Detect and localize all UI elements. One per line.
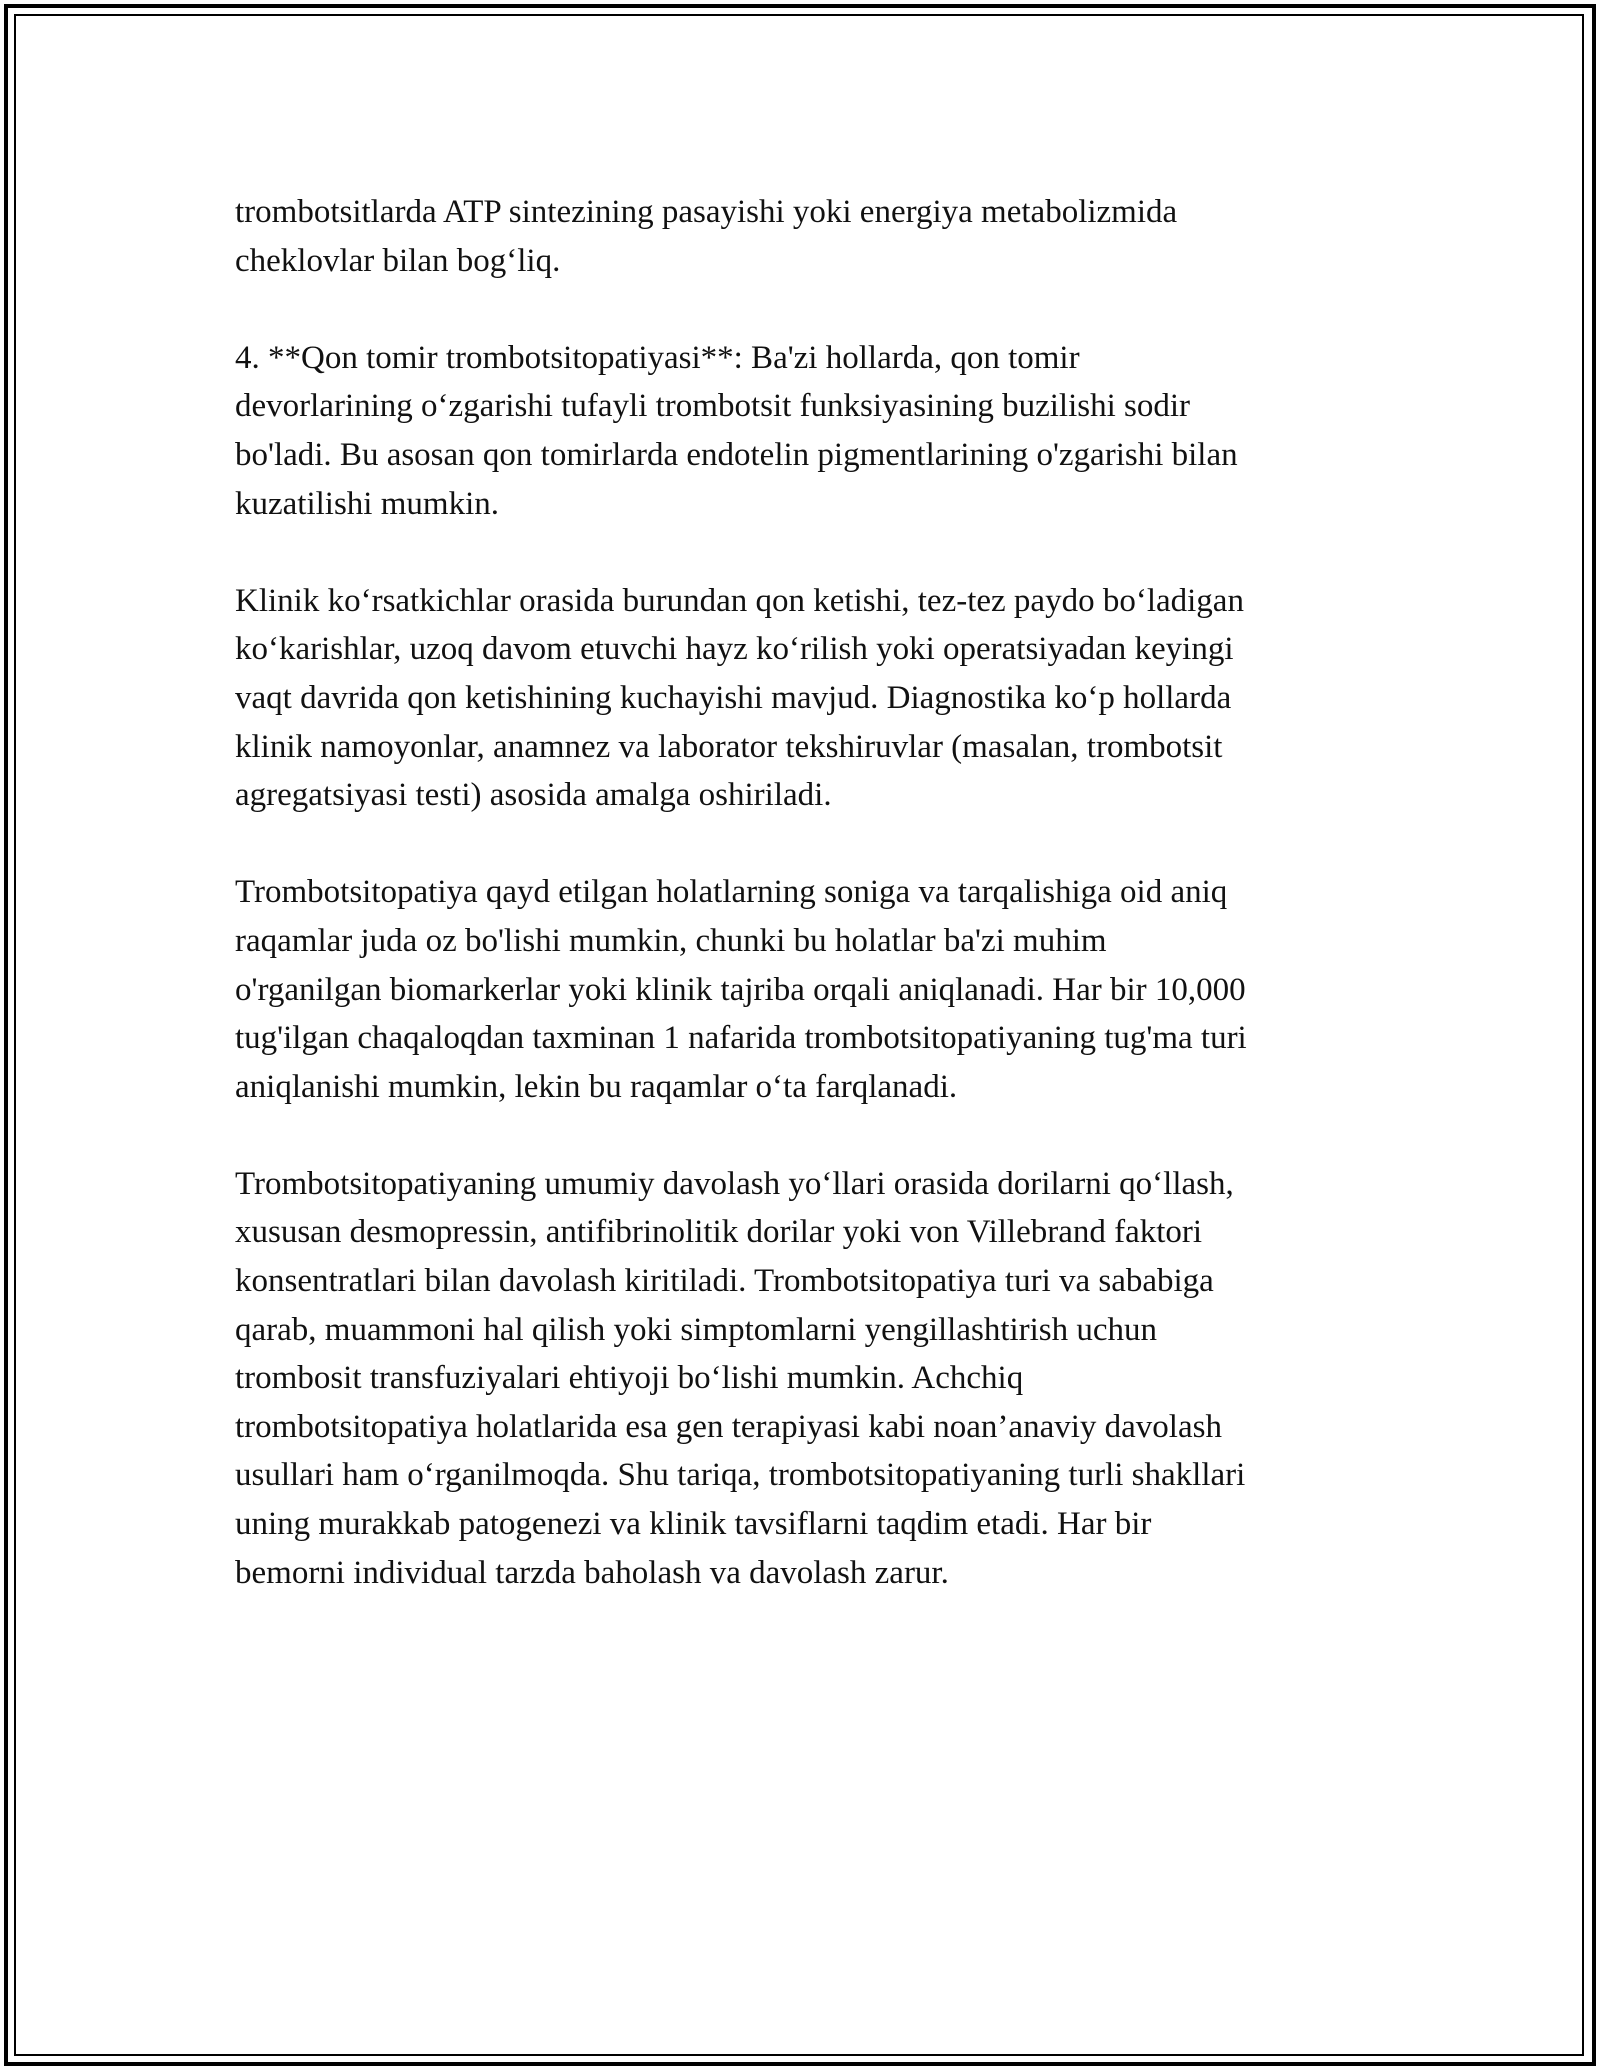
paragraph-clinical-signs: Klinik ko‘rsatkichlar orasida burundan qon ketishi, tez-tez paydo bo‘ladigan ko‘karishlar, uzoq davom etuvchi hayz ko‘rilish yoki operatsiyadan keyingi vaqt davrida qon ketishining kuchayishi mavjud. Diagnostika ko‘p hollarda klinik namoyonlar, anamnez va laborator tekshiruvlar (masalan, trombotsit agregatsiyasi testi) asosida amalga oshiriladi. [235, 582, 1244, 814]
paragraph-atp-synthesis: trombotsitlarda ATP sintezining pasayishi yoki energiya metabolizmida cheklovlar bilan bog‘liq. [235, 194, 1178, 279]
paragraph-vascular-thrombocytopathy: 4. **Qon tomir trombotsitopatiyasi**: Ba'zi hollarda, qon tomir devorlarining o‘zgarishi tufayli trombotsit funksiyasining buzilishi sodir bo'ladi. Bu asosan qon tomirlarda endotelin pigmentlarining o'zgarishi bilan kuzatilishi mumkin. [235, 339, 1238, 522]
document-body [235, 188, 1375, 1646]
paragraph-prevalence: Trombotsitopatiya qayd etilgan holatlarning soniga va tarqalishiga oid aniq raqamlar juda oz bo'lishi mumkin, chunki bu holatlar ba'zi muhim o'rganilgan biomarkerlar yoki klinik tajriba orqali aniqlanadi. Har bir 10,000 tug'ilgan chaqaloqdan taxminan 1 nafarida trombotsitopatiyaning tug'ma turi aniqlanishi mumkin, lekin bu raqamlar o‘ta farqlanadi. [235, 874, 1247, 1105]
paragraph-treatment: Trombotsitopatiyaning umumiy davolash yo‘llari orasida dorilarni qo‘llash, xususan desmopressin, antifibrinolitik dorilar yoki von Villebrand faktori konsentratlari bilan davolash kiritiladi. Trombotsitopatiya turi va sababiga qarab, muammoni hal qilish yoki simptomlarni yengillashtirish uchun trombosit transfuziyalari ehtiyoji bo‘lishi mumkin. Achchiq trombotsitopatiya holatlarida esa gen terapiyasi kabi noan’anaviy davolash usullari ham o‘rganilmoqda. Shu tariqa, trombotsitopatiyaning turli shakllari uning murakkab patogenezi va klinik tavsiflarni taqdim etadi. Har bir bemorni individual tarzda baholash va davolash zarur. [235, 1165, 1246, 1591]
